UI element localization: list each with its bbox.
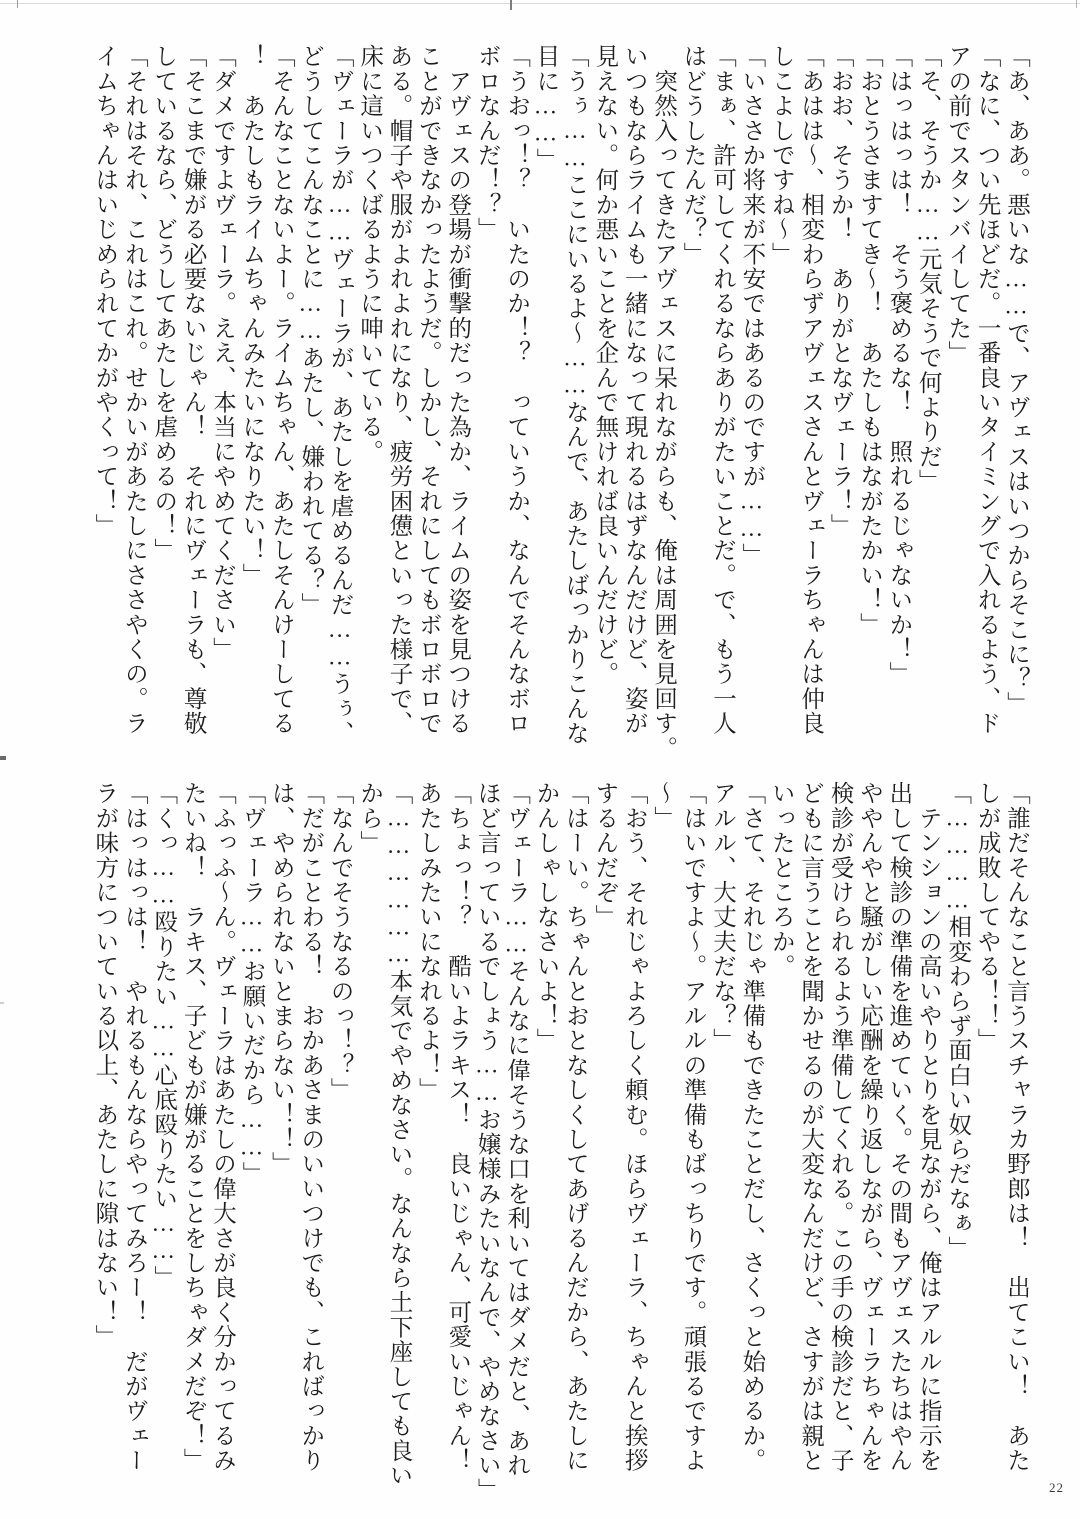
text-line: しているなら、どうしてあたしを虐めるの！」: [150, 44, 177, 563]
text-line: しが成敗してやる！！」: [973, 781, 1000, 1053]
vertical-text-block-bottom: [89, 781, 1030, 1503]
text-line: ある。帽子や服がよれよれになり、疲労困憊といった様子で、: [385, 44, 412, 736]
text-line: いったところか。: [767, 781, 794, 979]
text-line: 「誰だそんなこと言うスチャラカ野郎は！ 出てこい！ あた: [1003, 781, 1029, 1473]
text-line: 「うぅ……ここにいるよ～……なんで、あたしばっかりこんな: [561, 44, 588, 746]
text-line: 「だがことわる！ おかあさまのいいつけでも、こればっかり: [297, 781, 324, 1473]
text-line: 「おう、それじゃよろしく頼む。ほらヴェーラ、ちゃんと挨拶: [620, 781, 647, 1473]
text-line: イムちゃんはいじめられてかがやくって！」: [91, 44, 118, 538]
text-line: 出して検診の準備を進めていく。その間もアヴェスたちはやん: [885, 781, 912, 1473]
page-top-edge-line: [0, 3, 1080, 4]
text-line: テンションの高いやりとりを見ながら、俺はアルルに指示を: [914, 781, 941, 1473]
text-line: かんしゃしなさいよ！」: [532, 781, 559, 1053]
text-line: たいね！ ラキス、子どもが嫌がることをしちゃダメだぞ！」: [179, 781, 206, 1473]
text-line: 「ちょっ！？ 酷いよラキス！ 良いじゃん、可愛いじゃん！: [444, 781, 471, 1473]
text-line: 「はーい。ちゃんとおとなしくしてあげるんだから、あたしに: [561, 781, 588, 1473]
page-top-tick-left: [17, 0, 18, 8]
text-line: ほど言っているでしょう……お嬢様みたいなんで、やめなさい」: [473, 781, 500, 1503]
text-line: 「それはそれ、これはこれ。せかいがあたしにささやくの。ラ: [120, 44, 147, 736]
page-top-tick-right: [1076, 0, 1077, 8]
text-line: 目に……」: [532, 44, 559, 173]
text-line: 「ヴェーラ……そんなに偉そうな口を利いてはダメだと、あれ: [503, 781, 530, 1478]
text-line: アの前でスタンバイしてた」: [944, 44, 971, 366]
text-line: ～」: [650, 781, 677, 831]
text-line: 「………………本気でやめなさい。なんなら土下座しても良い: [385, 781, 412, 1488]
text-line: ややんやと騒がしい応酬を繰り返しながら、ヴェーラちゃんを: [855, 781, 882, 1473]
text-line: 「あ、ああ。悪いな……で、アヴェスはいつからそこに？」: [1003, 44, 1029, 716]
text-line: 「いささか将来が不安ではあるのですが……」: [738, 44, 765, 568]
text-line: アヴェスの登場が衝撃的だった為か、ライムの姿を見つける: [444, 44, 471, 736]
text-line: 見えない。何か悪いことを企んで無ければ良いんだけど。: [591, 44, 618, 687]
text-line: 「ダメですよヴェーラ。ええ、本当にやめてください」: [209, 44, 236, 662]
text-line: 床に這いつくばるように呻いている。: [356, 44, 383, 464]
text-line: あたしみたいになれるよ！」: [414, 781, 441, 1103]
text-line: 「おお、そうか！ ありがとなヴェーラ！」: [826, 44, 853, 538]
text-line: しこよしですね～」: [767, 44, 794, 267]
text-line: どもに言うことを聞かせるのが大変なんだけど、さすがは親と: [797, 781, 824, 1473]
page-number: 22: [1049, 1480, 1064, 1495]
page-top-tick-center: [510, 0, 512, 10]
text-line: 検診が受けられるよう準備してくれる。この手の検診だと、子: [826, 781, 853, 1473]
text-line: ボロなんだ！？」: [473, 44, 500, 242]
text-line: 「なに、つい先ほどだ。一番良いタイミングで入れるよう、ド: [973, 44, 1000, 736]
text-line: 「そんなことないよー。ライムちゃん、あたしそんけーしてる: [267, 44, 294, 736]
text-line: 「さて、それじゃ準備もできたことだし、さくっと始めるか。: [738, 781, 765, 1473]
text-line: 「うおっ！？ いたのか！？ っていうか、なんでそんなボロ: [503, 44, 530, 736]
text-line: アルル、大丈夫だな？」: [708, 781, 735, 1053]
text-line: ！ あたしもライムちゃんみたいになりたい！」: [238, 44, 265, 588]
text-line: 「そ、そうか……元気そうで何よりだ」: [914, 44, 941, 494]
text-line: 「はいですよ～。アルルの準備もばっちりです。頑張るですよ: [679, 781, 706, 1473]
text-line: 「ふっふ～ん。ヴェーラはあたしの偉大さが良く分かってるみ: [209, 781, 236, 1473]
text-line: から」: [356, 781, 383, 856]
text-line: 「まぁ、許可してくれるならありがたいことだ。で、もう一人: [708, 44, 735, 736]
text-line: はどうしたんだ？」: [679, 44, 706, 267]
text-line: 「はっはっは！ やれるもんならやってみろー！ だがヴェー: [120, 781, 147, 1473]
page-left-edge-mark: [0, 756, 6, 760]
page-left-edge-mark-faint: [0, 1002, 4, 1004]
text-line: どうしてこんなことに……あたし、嫌われてる？」: [297, 44, 324, 618]
text-line: は、やめられないとまらない！！」: [267, 781, 294, 1177]
text-line: 「ヴェーラ……お願いだから……」: [238, 781, 265, 1187]
text-line: 「おとうさますてき～！ あたしもはながたかい！」: [855, 44, 882, 637]
text-line: いつもならライムも一緒になって現れるはずなんだけど、姿が: [620, 44, 647, 736]
vertical-text-block-top: [89, 44, 1030, 761]
text-line: 「なんでそうなるのっ！？」: [326, 781, 353, 1103]
text-line: 「…………相変わらず面白い奴らだなぁ」: [944, 781, 971, 1261]
text-line: 「そこまで嫌がる必要ないじゃん！ それにヴェーラも、尊敬: [179, 44, 206, 736]
text-line: 「くっ……殴りたい……心底殴りたい……」: [150, 781, 177, 1290]
text-line: 「ヴェーラが……ヴェーラが、あたしを虐めるんだ……うぅ、: [326, 44, 353, 746]
text-line: ことができなかったようだ。しかし、それにしてもボロボロで: [414, 44, 441, 736]
text-line: 「あはは～、相変わらずアヴェスさんとヴェーラちゃんは仲良: [797, 44, 824, 736]
text-line: ラが味方についている以上、あたしに隙はない！」: [91, 781, 118, 1350]
text-line: するんだぞ」: [591, 781, 618, 930]
text-line: 「はっはっは！ そう褒めるな！ 照れるじゃないか！」: [885, 44, 912, 687]
text-line: 突然入ってきたアヴェスに呆れながらも、俺は周囲を見回す。: [650, 44, 677, 761]
